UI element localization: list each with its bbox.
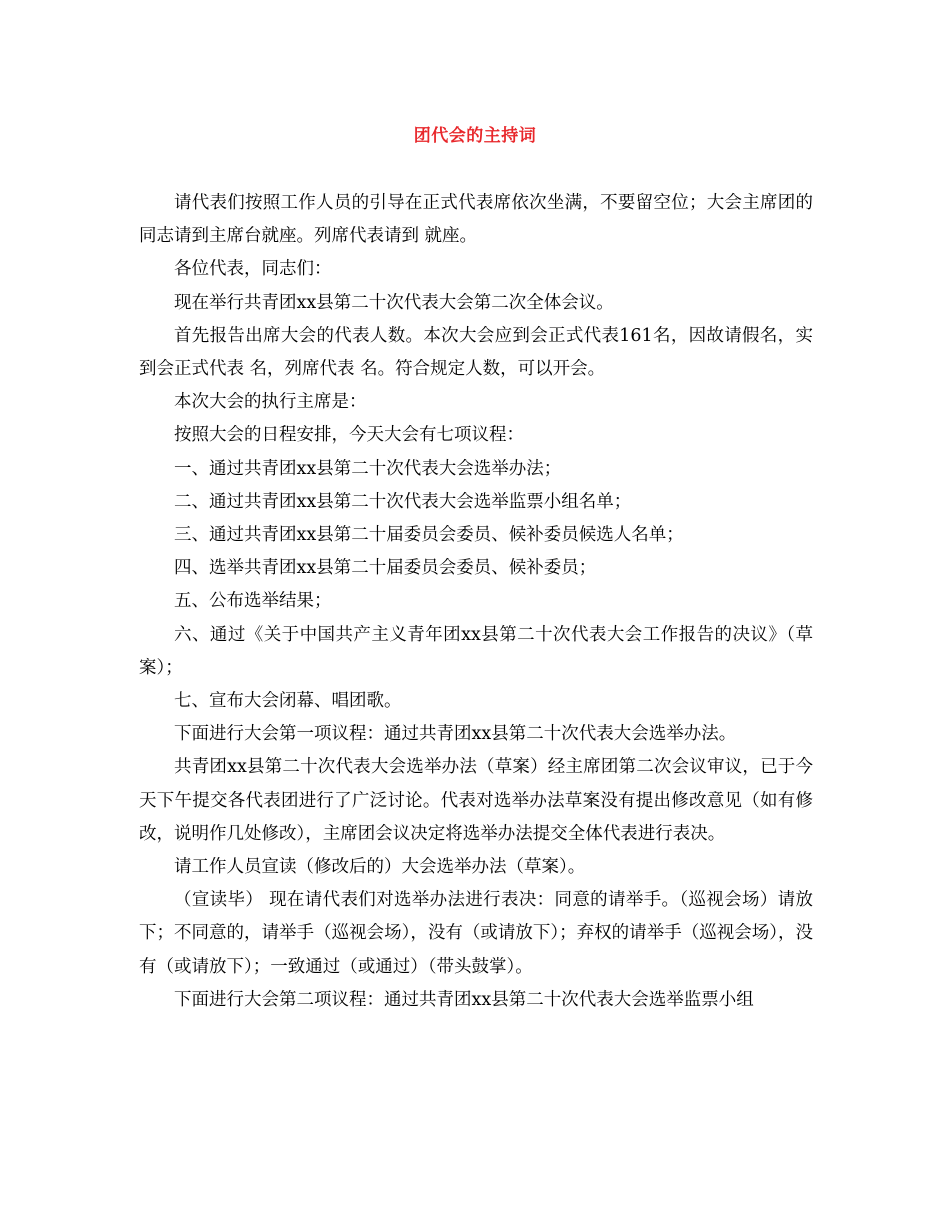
- agenda-item-7: 七、宣布大会闭幕、唱团歌。: [174, 691, 402, 712]
- paragraph-attendance: 首先报告出席大会的代表人数。本次大会应到会正式代表161名，因故请假名，实到会正式代表 名，列席代表 名。符合规定人数，可以开会。: [139, 325, 813, 380]
- paragraph-meeting-open: 现在举行共青团xx县第二十次代表大会第二次全体会议。: [174, 292, 614, 313]
- paragraph-first-agenda: 下面进行大会第一项议程：通过共青团xx县第二十次代表大会选举办法。: [174, 724, 737, 745]
- agenda-item-2: 二、通过共青团xx县第二十次代表大会选举监票小组名单；: [174, 491, 632, 512]
- agenda-item-1: 一、通过共青团xx县第二十次代表大会选举办法；: [174, 458, 562, 479]
- document-title: 团代会的主持词: [413, 126, 537, 146]
- paragraph-vote: （宣读毕） 现在请代表们对选举办法进行表决：同意的请举手。（巡视会场）请放下；不同意的，请举手（巡视会场），没有（或请放下）；弃权的请举手（巡视会场），没有（或请放下）；一致通过（或通过）（带头鼓掌）。: [139, 890, 813, 977]
- paragraph-second-agenda: 下面进行大会第二项议程：通过共青团xx县第二十次代表大会选举监票小组: [174, 989, 754, 1010]
- agenda-item-3: 三、通过共青团xx县第二十届委员会委员、候补委员候选人名单；: [174, 525, 684, 546]
- paragraph-read-draft: 请工作人员宣读（修改后的）大会选举办法（草案）。: [174, 857, 586, 878]
- paragraph-seating: 请代表们按照工作人员的引导在正式代表席依次坐满，不要留空位；大会主席团的同志请到主席台就座。列席代表请到 就座。: [139, 193, 813, 247]
- paragraph-election-draft: 共青团xx县第二十次代表大会选举办法（草案）经主席团第二次会议审议，已于今天下午提交各代表团进行了广泛讨论。代表对选举办法草案没有提出修改意见（如有修改，说明作几处修改），主席团会议决定将选举办法提交全体代表进行表决。: [139, 757, 813, 844]
- agenda-item-6: 六、通过《关于中国共产主义青年团xx县第二十次代表大会工作报告的决议》（草案）；: [139, 624, 813, 678]
- paragraph-agenda-intro: 按照大会的日程安排，今天大会有七项议程：: [174, 425, 524, 446]
- agenda-item-4: 四、选举共青团xx县第二十届委员会委员、候补委员；: [174, 558, 597, 579]
- paragraph-chairs: 本次大会的执行主席是：: [174, 392, 367, 413]
- document-body: [139, 187, 813, 1017]
- agenda-item-5: 五、公布选举结果；: [174, 591, 332, 612]
- paragraph-greeting: 各位代表，同志们：: [174, 259, 332, 280]
